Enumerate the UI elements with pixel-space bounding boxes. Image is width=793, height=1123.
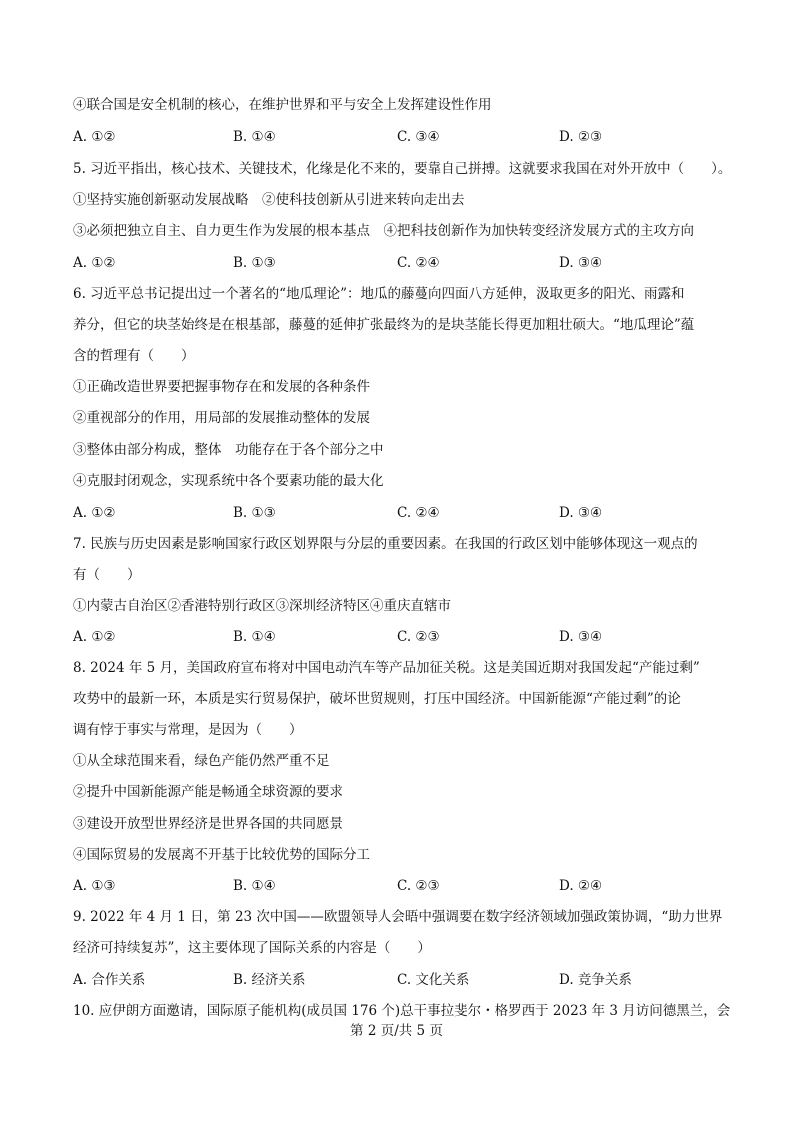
option-a: A. ①② bbox=[73, 629, 116, 645]
q5-items-1-2: ①坚持实施创新驱动发展战略 ②使科技创新从引进来转向走出去 bbox=[73, 192, 465, 208]
option-c: C. ③④ bbox=[397, 129, 440, 145]
option-c: C. ②④ bbox=[397, 505, 440, 521]
option-c: C. ②③ bbox=[397, 629, 440, 645]
option-d: D. ②③ bbox=[559, 129, 603, 145]
q5-items-3-4: ③必须把独立自主、自力更生作为发展的根本基点 ④把科技创新作为加快转变经济发展方式的主攻方向 bbox=[73, 223, 694, 239]
q6-stem-line-2: 养分，但它的块茎始终是在根基部，藤蔓的延伸扩张最终为的是块茎能长得更加粗壮硕大。“地瓜理论”蕴 bbox=[73, 317, 695, 333]
option-a: A. ①② bbox=[73, 129, 116, 145]
q8-item-3: ③建设开放型世界经济是世界各国的共同愿景 bbox=[73, 816, 343, 832]
q6-options bbox=[73, 504, 733, 522]
option-d: D. ③④ bbox=[559, 629, 603, 645]
option-d: D. ②④ bbox=[559, 878, 603, 894]
q8-item-1: ①从全球范围来看，绿色产能仍然严重不足 bbox=[73, 753, 330, 769]
q7-stem-line-2: 有（ ） bbox=[73, 567, 141, 583]
q7-options bbox=[73, 628, 733, 646]
q6-item-4: ④克服封闭观念，实现系统中各个要素功能的最大化 bbox=[73, 473, 384, 489]
option-b: B. ①③ bbox=[233, 505, 276, 521]
option-d: D. ③④ bbox=[559, 505, 603, 521]
q9-stem-line-2: 经济可持续复苏”，这主要体现了国际关系的内容是（ ） bbox=[73, 940, 431, 956]
q9-options bbox=[73, 971, 733, 989]
option-c: C. 文化关系 bbox=[397, 972, 470, 988]
q8-item-2: ②提升中国新能源产能是畅通全球资源的要求 bbox=[73, 784, 343, 800]
q8-stem-line-1: 8. 2024 年 5 月，美国政府宣布将对中国电动汽车等产品加征关税。这是美国近期对我国发起“产能过剩” bbox=[73, 660, 700, 676]
option-c: C. ②③ bbox=[397, 878, 440, 894]
q6-stem-line-3: 含的哲理有（ ） bbox=[73, 348, 195, 364]
q8-stem-line-3: 调有悖于事实与常理，是因为（ ） bbox=[73, 722, 303, 738]
q5-stem: 5. 习近平指出，核心技术、关键技术，化缘是化不来的，要靠自己拼搏。这就要求我国在对外开放中（ ）。 bbox=[73, 161, 732, 177]
option-c: C. ②④ bbox=[397, 255, 440, 271]
option-b: B. ①④ bbox=[233, 129, 276, 145]
q6-stem-line-1: 6. 习近平总书记提出过一个著名的“地瓜理论”：地瓜的藤蔓向四面八方延伸，汲取更多的阳光、雨露和 bbox=[73, 286, 685, 302]
option-a: A. 合作关系 bbox=[73, 972, 146, 988]
option-b: B. ①④ bbox=[233, 629, 276, 645]
option-a: A. ①② bbox=[73, 255, 116, 271]
q4-item-4: ④联合国是安全机制的核心，在维护世界和平与安全上发挥建设性作用 bbox=[73, 97, 492, 113]
q8-item-4: ④国际贸易的发展离不开基于比较优势的国际分工 bbox=[73, 847, 370, 863]
page-footer: 第 2 页/共 5 页 bbox=[350, 1023, 443, 1039]
q8-stem-line-2: 攻势中的最新一环，本质是实行贸易保护，破坏世贸规则，打压中国经济。中国新能源“产能过剩”的论 bbox=[73, 691, 681, 707]
option-b: B. ①③ bbox=[233, 255, 276, 271]
q7-stem-line-1: 7. 民族与历史因素是影响国家行政区划界限与分层的重要因素。在我国的行政区划中能够体现这一观点的 bbox=[73, 536, 698, 552]
q4-options bbox=[73, 128, 733, 146]
q6-item-1: ①正确改造世界要把握事物存在和发展的各种条件 bbox=[73, 379, 370, 395]
option-b: B. ①④ bbox=[233, 878, 276, 894]
option-d: D. ③④ bbox=[559, 255, 603, 271]
option-d: D. 竞争关系 bbox=[559, 972, 632, 988]
q6-item-3: ③整体由部分构成，整体 功能存在于各个部分之中 bbox=[73, 442, 384, 458]
option-a: A. ①③ bbox=[73, 878, 116, 894]
q9-stem-line-1: 9. 2022 年 4 月 1 日，第 23 次中国——欧盟领导人会晤中强调要在数字经济领域加强政策协调，“助力世界 bbox=[73, 909, 723, 925]
option-a: A. ①② bbox=[73, 505, 116, 521]
option-b: B. 经济关系 bbox=[233, 972, 306, 988]
q8-options bbox=[73, 877, 733, 895]
q7-items: ①内蒙古自治区②香港特别行政区③深圳经济特区④重庆直辖市 bbox=[73, 598, 451, 614]
q6-item-2: ②重视部分的作用，用局部的发展推动整体的发展 bbox=[73, 410, 370, 426]
q5-options bbox=[73, 254, 733, 272]
q10-stem-line-1: 10. 应伊朗方面邀请，国际原子能机构(成员国 176 个)总干事拉斐尔・格罗西于 2023 年 3 月访问德黑兰，会 bbox=[73, 1003, 731, 1019]
